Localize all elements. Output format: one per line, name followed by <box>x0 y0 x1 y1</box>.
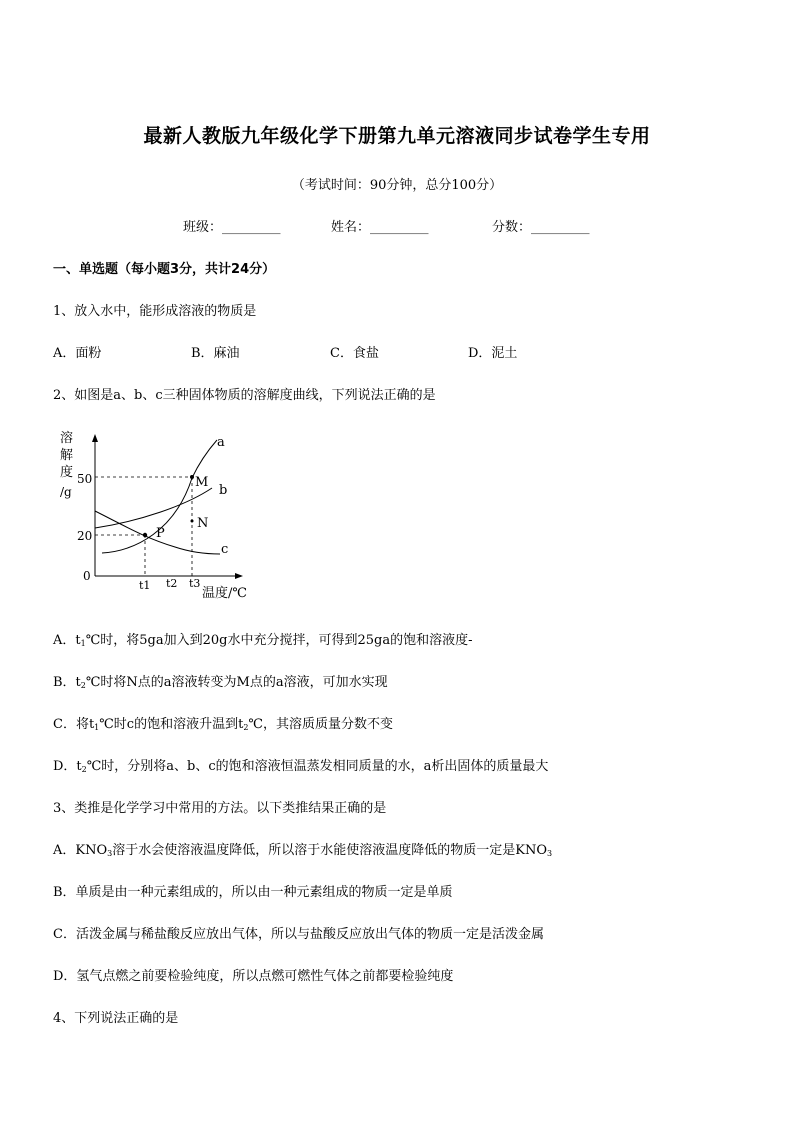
point-label-p: P <box>156 526 165 541</box>
point-label-m: M <box>195 475 209 490</box>
class-field: 班级：_________ <box>183 220 281 235</box>
q1-option-b: B．麻油 <box>191 346 240 361</box>
q3-option-a-text-1: A．KNO <box>53 843 108 858</box>
point-p <box>143 533 147 537</box>
q1-option-c: C．食盐 <box>330 346 379 361</box>
q2-option-c-text-3: ℃，其溶质质量分数不变 <box>248 717 393 732</box>
q2-option-b-text-1: B．t <box>53 675 81 690</box>
q2-option-c-text-1: C．将t <box>53 717 95 732</box>
xlabel: 温度/℃ <box>202 586 247 601</box>
section-heading: 一、单选题（每小题3分，共计24分） <box>53 262 276 277</box>
ylabel-char-3: 度 <box>60 465 74 480</box>
q2-option-a <box>53 629 472 648</box>
score-field: 分数：_________ <box>492 220 590 235</box>
series-label-c: c <box>221 542 229 557</box>
q2-option-c-text-2: ℃时c的饱和溶液升温到t <box>99 717 244 732</box>
series-label-a: a <box>217 435 225 450</box>
question-1-stem: 1、放入水中，能形成溶液的物质是 <box>53 304 257 319</box>
q2-option-d-text-1: D．t <box>53 759 82 774</box>
q3-option-c: C．活泼金属与稀盐酸反应放出气体，所以与盐酸反应放出气体的物质一定是活泼金属 <box>53 927 544 942</box>
q2-option-d-sub: 2 <box>81 765 87 774</box>
q2-option-b-sub: 2 <box>80 681 86 690</box>
exam-subtitle: （考试时间：90分钟，总分100分） <box>291 178 503 193</box>
question-4-stem: 4、下列说法正确的是 <box>53 1011 179 1026</box>
origin-label: 0 <box>83 569 91 583</box>
q2-option-c <box>53 713 393 732</box>
x-tick-t2: t2 <box>166 577 178 590</box>
q2-option-c-sub-1: 1 <box>94 723 100 732</box>
student-info-row <box>183 216 590 235</box>
q2-option-c-sub-2: 2 <box>243 723 249 732</box>
x-axis-arrow <box>235 573 243 579</box>
q2-option-a-sub: 1 <box>80 639 86 648</box>
series-label-b: b <box>219 483 228 498</box>
q3-option-a-sub-1: 3 <box>107 849 113 858</box>
point-n <box>191 520 194 523</box>
q2-option-a-text-1: A．t <box>53 633 81 648</box>
q2-option-b <box>53 671 388 690</box>
q1-option-d: D．泥土 <box>468 346 518 361</box>
page-title: 最新人教版九年级化学下册第九单元溶液同步试卷学生专用 <box>143 125 651 147</box>
y-tick-50: 50 <box>77 472 93 486</box>
q2-option-b-text-2: ℃时将N点的a溶液转变为M点的a溶液，可加水实现 <box>85 675 388 690</box>
ylabel-char-2: 解 <box>60 448 74 463</box>
q3-option-a <box>53 839 552 858</box>
q2-option-d <box>53 755 548 774</box>
x-tick-t3: t3 <box>189 577 201 590</box>
x-tick-t1: t1 <box>139 579 151 592</box>
q2-option-a-text-2: ℃时，将5ga加入到20g水中充分搅拌，可得到25ga的饱和溶液度- <box>85 633 473 648</box>
q1-option-a: A．面粉 <box>53 346 102 361</box>
ylabel-char-1: 溶 <box>60 431 74 446</box>
q2-option-d-text-2: ℃时，分别将a、b、c的饱和溶液恒温蒸发相同质量的水，a析出固体的质量最大 <box>86 759 549 774</box>
question-3-stem: 3、类推是化学学习中常用的方法。以下类推结果正确的是 <box>53 801 387 816</box>
ylabel-char-4: /g <box>60 485 72 499</box>
q3-option-a-sub-2: 3 <box>546 849 553 858</box>
y-tick-20: 20 <box>77 529 93 543</box>
q3-option-b: B．单质是由一种元素组成的，所以由一种元素组成的物质一定是单质 <box>53 885 453 900</box>
q3-option-a-text-2: 溶于水会使溶液温度降低，所以溶于水能使溶液温度降低的物质一定是KNO <box>112 843 547 858</box>
point-m <box>190 475 194 479</box>
q3-option-d: D．氢气点燃之前要检验纯度，所以点燃可燃性气体之前都要检验纯度 <box>53 969 454 984</box>
question-2-stem: 2、如图是a、b、c三种固体物质的溶解度曲线，下列说法正确的是 <box>53 388 436 403</box>
curve-b <box>95 488 212 528</box>
name-field: 姓名：_________ <box>331 220 429 235</box>
y-axis-arrow <box>92 434 98 442</box>
point-label-n: N <box>197 516 209 531</box>
solubility-curve-chart <box>50 426 260 606</box>
